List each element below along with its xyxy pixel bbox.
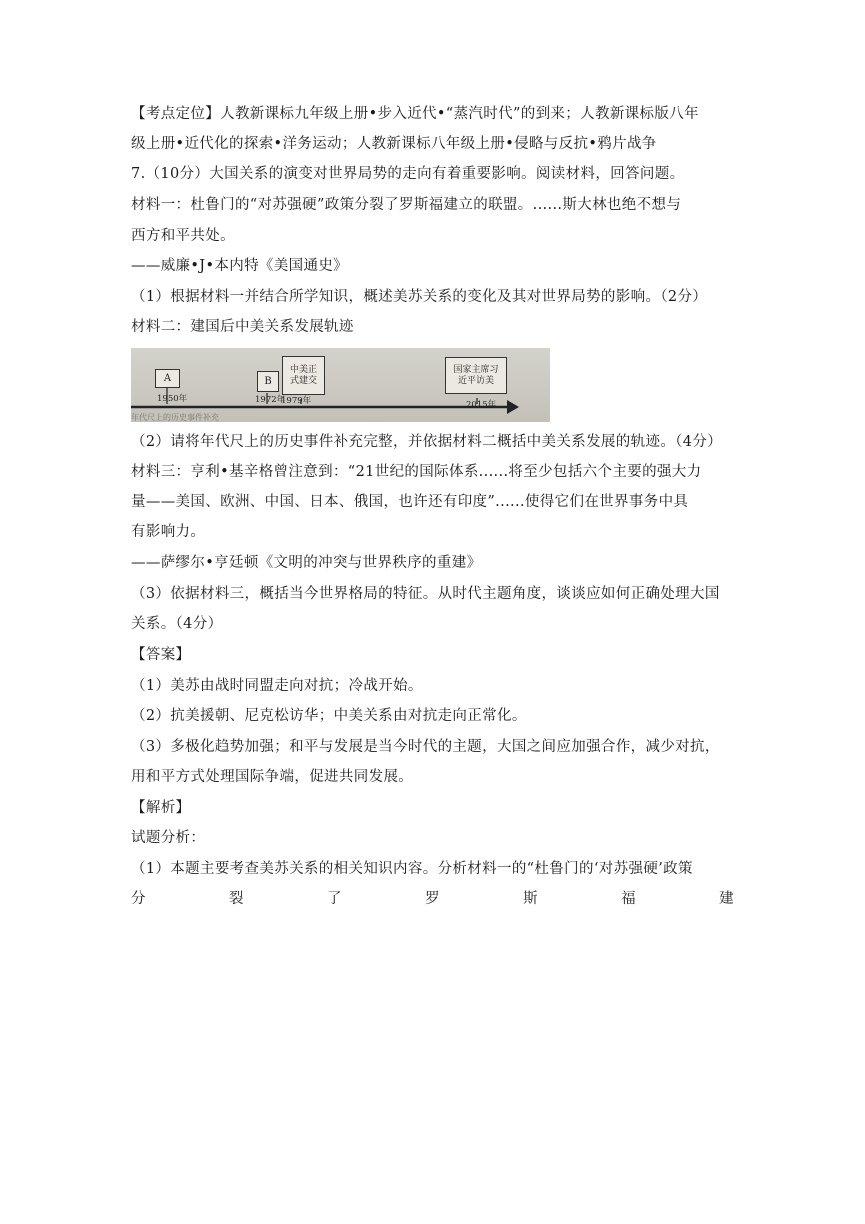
text-line: 材料一：杜鲁门的“对苏强硬”政策分裂了罗斯福建立的联盟。......斯大林也绝不想与 — [131, 197, 682, 213]
analysis-heading: 【解析】 — [131, 800, 191, 816]
text-line: 量——美国、欧洲、中国、日本、俄国，也许还有印度”......使得它们在世界事务中具 — [131, 494, 689, 510]
char: 福 — [621, 891, 636, 907]
sub-question: （1）根据材料一并结合所学知识，概述美苏关系的变化及其对世界局势的影响。（2分） — [131, 289, 708, 305]
source-citation: ——萨缪尔•亨廷顿《文明的冲突与世界秩序的重建》 — [131, 555, 482, 571]
timeline-year-1972: 1972年 — [255, 395, 286, 405]
text-line: 【考点定位】人教新课标九年级上册•步入近代•“蒸汽时代”的到来；人教新课标版八年 — [131, 106, 699, 122]
justified-line — [131, 889, 734, 909]
timeline-box-1979: 中美正式建交 — [282, 356, 325, 395]
char: 裂 — [229, 891, 244, 907]
question-title: 7.（10分）大国关系的演变对世界局势的走向有着重要影响。阅读材料，回答问题。 — [131, 166, 685, 182]
timeline-year-1950: 1950年 — [157, 394, 188, 404]
answer-line: （2）抗美援朝、尼克松访华；中美关系由对抗走向正常化。 — [131, 708, 527, 724]
timeline-box-2015: 国家主席习近平访美 — [445, 357, 507, 394]
text-line: （1）本题主要考查美苏关系的相关知识内容。分析材料一的“杜鲁门的‘对苏强硬’政策 — [131, 861, 693, 877]
char: 了 — [327, 891, 342, 907]
timeline-figure — [131, 348, 550, 422]
text-line: 材料二：建国后中美关系发展轨迹 — [131, 319, 354, 335]
text-line: 材料三：亨利•基辛格曾注意到：“21世纪的国际体系......将至少包括六个主要的强大力 — [131, 464, 702, 480]
sub-question: （3）依据材料三，概括当今世界格局的特征。从时代主题角度，谈谈应如何正确处理大国 — [131, 586, 720, 602]
text-line: 有影响力。 — [131, 524, 206, 540]
timeline-year-1979: 1979年 — [281, 396, 312, 406]
answer-line: （3）多极化趋势加强；和平与发展是当今时代的主题，大国之间应加强合作，减少对抗， — [131, 739, 720, 755]
char: 罗 — [425, 891, 440, 907]
text-line: 级上册•近代化的探索•洋务运动；人教新课标八年级上册•侵略与反抗•鸦片战争 — [131, 136, 657, 152]
timeline-year-2015: 2015年 — [466, 400, 497, 410]
answer-line: （1）美苏由战时同盟走向对抗；冷战开始。 — [131, 678, 423, 694]
sub-question: （2）请将年代尺上的历史事件补充完整，并依据材料二概括中美关系发展的轨迹。（4分） — [131, 434, 723, 450]
text-line: 西方和平共处。 — [131, 228, 235, 244]
char: 分 — [131, 891, 146, 907]
answer-line: 用和平方式处理国际争端，促进共同发展。 — [131, 769, 414, 785]
char: 建 — [719, 891, 734, 907]
text-line: 试题分析： — [131, 830, 206, 846]
timeline-footer-text: 年代尺上的历史事件补充 — [131, 413, 219, 422]
answer-heading: 【答案】 — [131, 647, 191, 663]
char: 斯 — [523, 891, 538, 907]
timeline-box-a: A — [155, 369, 180, 388]
source-citation: ——威廉•J•本内特《美国通史》 — [131, 258, 349, 274]
text-line: 关系。（4分） — [131, 616, 223, 632]
timeline-box-b: B — [257, 371, 279, 392]
